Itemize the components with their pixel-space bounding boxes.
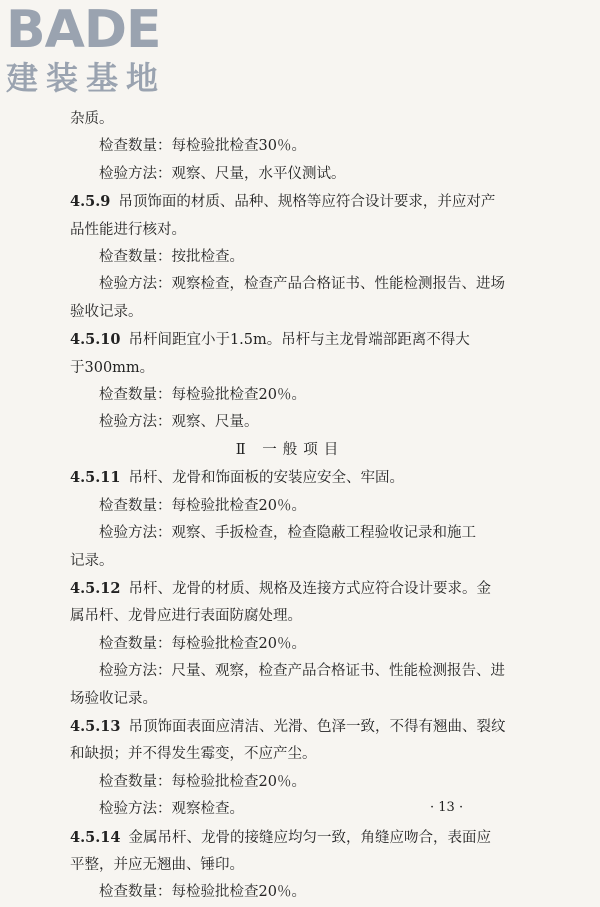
clause-line [70,824,510,852]
line-text: 吊顶饰面的材质、品种、规格等应符合设计要求，并应对产 [118,194,496,211]
line-text: 品性能进行核对。 [70,221,186,238]
text-line [70,217,510,244]
line-text: 检验方法：观察检查。 [99,801,244,818]
clause-number: 4.5.13 [70,717,121,735]
text-line [70,382,510,409]
line-text: 检查数量：每检验批检查20％。 [99,773,306,790]
line-text: 金属吊杆、龙骨的接缝应均匀一致，角缝应吻合，表面应 [128,829,491,846]
text-line [70,520,510,547]
line-text: 检查数量：每检验批检查20％。 [99,884,306,901]
line-text: 检查数量：每检验批检查20％。 [99,387,306,404]
text-line [70,493,510,520]
line-text: 吊杆、龙骨的材质、规格及连接方式应符合设计要求。金 [128,580,491,597]
page-number: · 13 · [430,800,464,815]
text-line [70,879,510,906]
line-text: 杂质。 [70,111,114,127]
text-line [70,769,510,796]
line-text: 检验方法：尺量、观察，检查产品合格证书、性能检测报告、进 [99,663,505,680]
document-body [70,106,510,907]
clause-line [70,188,510,216]
line-text: 检查数量：每检验批检查20％。 [99,497,306,514]
line-text: 记录。 [70,552,114,569]
line-text: 检查数量：按批检查。 [99,249,244,266]
line-text: 平整，并应无翘曲、锤印。 [70,856,244,873]
line-text: 于300mm。 [70,359,155,376]
text-line [70,271,510,298]
line-text: 属吊杆、龙骨应进行表面防腐处理。 [70,608,302,625]
line-text: 吊杆、龙骨和饰面板的安装应安全、牢固。 [128,470,404,487]
text-line [70,409,510,436]
line-text: 和缺损；并不得发生霉变，不应产尘。 [70,746,317,763]
line-text: 检验方法：观察检查，检查产品合格证书、性能检测报告、进场 [99,276,505,293]
watermark-logo [6,0,181,98]
line-text: Ⅱ 一般项目 [235,441,345,458]
text-line [70,133,510,160]
clause-line [70,713,510,741]
text-line [70,355,510,382]
text-line [70,161,510,188]
text-line [70,686,510,713]
line-text: 吊顶饰面表面应清洁、光滑、色泽一致，不得有翘曲、裂纹 [128,718,506,735]
line-text: 检验方法：观察、尺量。 [99,414,259,431]
clause-line [70,575,510,603]
text-line [70,741,510,768]
clause-number: 4.5.14 [70,828,121,846]
logo-wordmark: BADE [6,0,161,60]
text-line [70,299,510,326]
text-line [70,852,510,879]
line-text: 检验方法：观察、尺量，水平仪测试。 [99,165,346,182]
section-heading [70,437,510,464]
line-text: 验收记录。 [70,303,143,320]
text-line [70,631,510,658]
clause-number: 4.5.12 [70,579,121,597]
text-line [70,244,510,271]
line-text: 检验方法：观察、手扳检查，检查隐蔽工程验收记录和施工 [99,525,476,542]
text-line [70,658,510,685]
text-line [70,603,510,630]
clause-line [70,464,510,492]
clause-number: 4.5.10 [70,331,121,349]
line-text: 场验收记录。 [70,690,157,707]
clause-number: 4.5.9 [70,193,111,211]
text-line [70,106,510,133]
line-text: 吊杆间距宜小于1.5m。吊杆与主龙骨端部距离不得大 [128,332,470,349]
clause-number: 4.5.11 [70,469,121,487]
logo-chinese-text: 建装基地 [6,59,167,97]
text-line [70,548,510,575]
line-text: 检查数量：每检验批检查30％。 [99,138,306,155]
line-text: 检查数量：每检验批检查20％。 [99,635,306,652]
clause-line [70,326,510,354]
